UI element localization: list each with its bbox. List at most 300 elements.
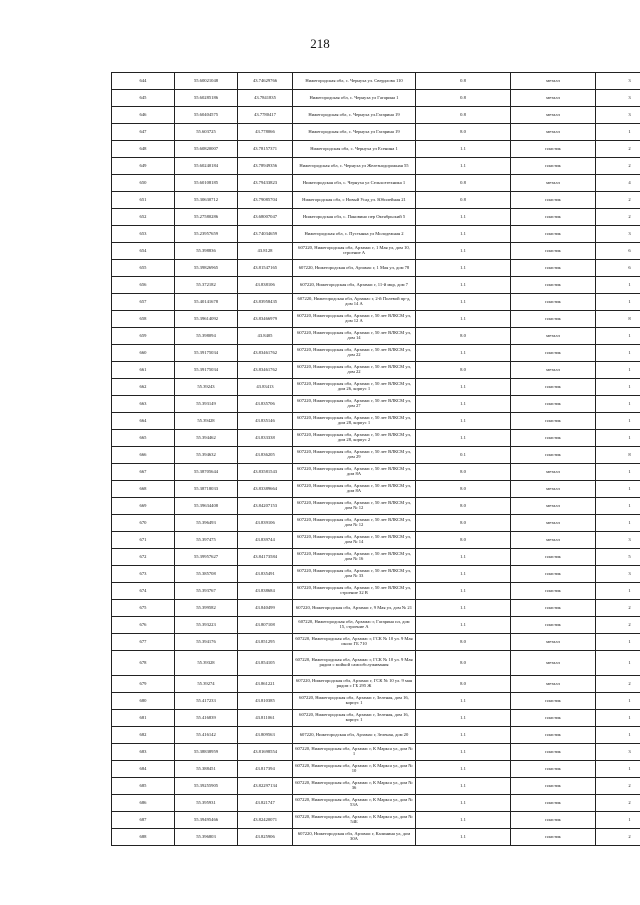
latitude-cell: 55.39428: [175, 413, 238, 430]
latitude-cell: 55.416839: [175, 710, 238, 727]
address-cell: 607220, Нижегородская обл, Арзамас г, 50 лет ВЛКСМ ул, дом 8А: [293, 464, 416, 481]
latitude-cell: 55.39614092: [175, 311, 238, 328]
count-cell: 1: [596, 761, 640, 778]
address-cell: 607220, Нижегородская обл, Арзамас г, К Маркса ул, дом № 10: [293, 761, 416, 778]
address-cell: 607220, Нижегородская обл, Арзамас г, 50 лет ВЛКСМ ул, дом № 14: [293, 532, 416, 549]
material-cell: пластик: [511, 379, 596, 396]
table-row: [112, 158, 640, 175]
volume-cell: 1.1: [416, 761, 511, 778]
volume-cell: 1.1: [416, 727, 511, 744]
volume-cell: 1.1: [416, 226, 511, 243]
table-row: [112, 430, 640, 447]
material-cell: металл: [511, 464, 596, 481]
volume-cell: 1.1: [416, 311, 511, 328]
material-cell: металл: [511, 328, 596, 345]
longitude-cell: 43.83461762: [238, 345, 293, 362]
address-cell: Нижегородская обл, с. Чернуха ул Есенина 1: [293, 141, 416, 158]
count-cell: 6: [596, 260, 640, 277]
longitude-cell: 43.83466979: [238, 311, 293, 328]
material-cell: пластик: [511, 430, 596, 447]
row-number: 650: [112, 175, 175, 192]
latitude-cell: 55.39328: [175, 651, 238, 676]
longitude-cell: 43.821747: [238, 795, 293, 812]
material-cell: пластик: [511, 141, 596, 158]
latitude-cell: 55.394462: [175, 430, 238, 447]
latitude-cell: 55.38838959: [175, 744, 238, 761]
material-cell: пластик: [511, 243, 596, 260]
count-cell: 1: [596, 396, 640, 413]
latitude-cell: 55.39274: [175, 676, 238, 693]
table-row: [112, 192, 640, 209]
material-cell: пластик: [511, 583, 596, 600]
address-cell: 607220, Нижегородская обл, Арзамас г, 50 лет ВЛКСМ ул, дом 22: [293, 345, 416, 362]
latitude-cell: 55.60285186: [175, 90, 238, 107]
longitude-cell: 43.74034659: [238, 226, 293, 243]
longitude-cell: 43.8405: [238, 328, 293, 345]
longitude-cell: 43.807108: [238, 617, 293, 634]
row-number: 652: [112, 209, 175, 226]
table-row: [112, 73, 640, 90]
table-row: [112, 710, 640, 727]
table-row: [112, 447, 640, 464]
row-number: 673: [112, 566, 175, 583]
table-row: [112, 761, 640, 778]
volume-cell: 1.1: [416, 778, 511, 795]
latitude-cell: 55.60240184: [175, 158, 238, 175]
latitude-cell: 55.396803: [175, 829, 238, 846]
row-number: 661: [112, 362, 175, 379]
material-cell: пластик: [511, 549, 596, 566]
volume-cell: 0.8: [416, 90, 511, 107]
latitude-cell: 55.39243: [175, 379, 238, 396]
latitude-cell: 55.39957627: [175, 549, 238, 566]
latitude-cell: 55.393223: [175, 617, 238, 634]
material-cell: пластик: [511, 812, 596, 829]
address-cell: 607220, Нижегородская обл, Арзамас г, 50 лет ВЛКСМ ул, дом № 33: [293, 566, 416, 583]
row-number: 646: [112, 107, 175, 124]
material-cell: металл: [511, 676, 596, 693]
table-row: [112, 345, 640, 362]
address-cell: 607220, Нижегородская обл, Арзамас г, 50 лет ВЛКСМ ул, дом 26, корпус 1: [293, 379, 416, 396]
latitude-cell: 55.385708: [175, 566, 238, 583]
material-cell: металл: [511, 498, 596, 515]
address-cell: Нижегородская обл, с. Чернуха ул. Свердлова 110: [293, 73, 416, 90]
longitude-cell: 43.854105: [238, 651, 293, 676]
address-cell: 607220, Нижегородская обл, Арзамас г, Зеленая, дом 16, корпус 1: [293, 693, 416, 710]
material-cell: пластик: [511, 447, 596, 464]
material-cell: пластик: [511, 277, 596, 294]
row-number: 660: [112, 345, 175, 362]
latitude-cell: 55.393767: [175, 583, 238, 600]
row-number: 666: [112, 447, 175, 464]
volume-cell: 8.0: [416, 481, 511, 498]
material-cell: пластик: [511, 413, 596, 430]
table-row: [112, 464, 640, 481]
longitude-cell: 43.7841835: [238, 90, 293, 107]
material-cell: металл: [511, 532, 596, 549]
material-cell: пластик: [511, 744, 596, 761]
longitude-cell: 43.835706: [238, 396, 293, 413]
address-cell: Нижегородская обл, с. Чернуха ул Сельхозтехника 1: [293, 175, 416, 192]
count-cell: 1: [596, 413, 640, 430]
latitude-cell: 55.399582: [175, 600, 238, 617]
count-cell: 2: [596, 617, 640, 634]
latitude-cell: 55.39175034: [175, 345, 238, 362]
volume-cell: 1.1: [416, 158, 511, 175]
row-number: 671: [112, 532, 175, 549]
table-row: [112, 209, 640, 226]
table-row: [112, 583, 640, 600]
count-cell: 3: [596, 566, 640, 583]
longitude-cell: 43.835146: [238, 413, 293, 430]
row-number: 649: [112, 158, 175, 175]
count-cell: 3: [596, 73, 640, 90]
table-row: [112, 549, 640, 566]
address-cell: Нижегородская обл, с. Пановино пер Октябрьский 5: [293, 209, 416, 226]
address-cell: 607220, Нижегородская обл, Арзамас г, К Маркса ул, дом № 53А: [293, 795, 416, 812]
volume-cell: 1.1: [416, 710, 511, 727]
longitude-cell: 43.7780417: [238, 107, 293, 124]
latitude-cell: 55.393149: [175, 396, 238, 413]
row-number: 676: [112, 617, 175, 634]
table-row: [112, 328, 640, 345]
row-number: 651: [112, 192, 175, 209]
longitude-cell: 43.83461762: [238, 362, 293, 379]
count-cell: 1: [596, 294, 640, 311]
address-cell: 607220, Нижегородская обл, Арзамас г, К Маркса ул, дом № 1: [293, 744, 416, 761]
material-cell: пластик: [511, 192, 596, 209]
latitude-cell: 55.416142: [175, 727, 238, 744]
table-row: [112, 243, 640, 260]
volume-cell: 1.1: [416, 583, 511, 600]
material-cell: металл: [511, 362, 596, 379]
count-cell: 1: [596, 651, 640, 676]
volume-cell: 8.0: [416, 532, 511, 549]
address-cell: 607220, Нижегородская обл, Арзамас г, 50 лет ВЛКСМ ул, дом 8А: [293, 481, 416, 498]
material-cell: пластик: [511, 693, 596, 710]
row-number: 655: [112, 260, 175, 277]
longitude-cell: 43.839744: [238, 532, 293, 549]
table-row: [112, 727, 640, 744]
row-number: 674: [112, 583, 175, 600]
address-cell: Нижегородская обл, с Новый Усад ул. Юбилейная 21: [293, 192, 416, 209]
table-row: [112, 413, 640, 430]
material-cell: пластик: [511, 396, 596, 413]
row-number: 680: [112, 693, 175, 710]
count-cell: 8: [596, 311, 640, 328]
row-number: 644: [112, 73, 175, 90]
volume-cell: 8.0: [416, 634, 511, 651]
table-row: [112, 379, 640, 396]
latitude-cell: 55.60021048: [175, 73, 238, 90]
address-cell: Нижегородская обл, с. Чернуха ул Железнодорожная 55: [293, 158, 416, 175]
address-cell: 607220, Нижегородская обл, Арзамас г, 50 лет ВЛКСМ ул, дом № 16: [293, 549, 416, 566]
volume-cell: 8.0: [416, 464, 511, 481]
row-number: 682: [112, 727, 175, 744]
row-number: 648: [112, 141, 175, 158]
address-cell: 607220, Нижегородская обл, Арзамас г, 50 лет ВЛКСМ ул, дом 29: [293, 447, 416, 464]
count-cell: 6: [596, 243, 640, 260]
longitude-cell: 43.8128: [238, 243, 293, 260]
volume-cell: 8.0: [416, 328, 511, 345]
latitude-cell: 55.39255905: [175, 778, 238, 795]
address-cell: Нижегородская обл, с. Чернуха ул Гагарина 1: [293, 90, 416, 107]
volume-cell: 0.1: [416, 447, 511, 464]
table-row: [112, 617, 640, 634]
longitude-cell: 43.68007047: [238, 209, 293, 226]
material-cell: пластик: [511, 345, 596, 362]
volume-cell: 1.1: [416, 294, 511, 311]
longitude-cell: 43.81698554: [238, 744, 293, 761]
table-row: [112, 311, 640, 328]
longitude-cell: 43.809563: [238, 727, 293, 744]
row-number: 687: [112, 812, 175, 829]
volume-cell: 1.1: [416, 549, 511, 566]
volume-cell: 8.0: [416, 515, 511, 532]
address-cell: 607220, Нижегородская обл, Арзамас г, К Маркса ул, дом № 36: [293, 778, 416, 795]
address-cell: 607220, Нижегородская обл, Арзамас г, 1 Мая ул, дом 78: [293, 260, 416, 277]
longitude-cell: 43.810385: [238, 693, 293, 710]
row-number: 685: [112, 778, 175, 795]
count-cell: 1: [596, 328, 640, 345]
row-number: 669: [112, 498, 175, 515]
volume-cell: 1.1: [416, 812, 511, 829]
container-sites-table: [111, 72, 640, 846]
volume-cell: 1.1: [416, 795, 511, 812]
longitude-cell: 43.817394: [238, 761, 293, 778]
longitude-cell: 43.838684: [238, 583, 293, 600]
longitude-cell: 43.811061: [238, 710, 293, 727]
count-cell: 1: [596, 379, 640, 396]
volume-cell: 0.8: [416, 73, 511, 90]
count-cell: 4: [596, 175, 640, 192]
address-cell: 607220, Нижегородская обл, Арзамас г, 1 Мая ул, дом 10, строение А: [293, 243, 416, 260]
material-cell: металл: [511, 175, 596, 192]
address-cell: 607220, Нижегородская обл, Арзамас г, 50 лет ВЛКСМ ул, строение 32 В: [293, 583, 416, 600]
count-cell: 3: [596, 107, 640, 124]
address-cell: 607220, Нижегородская обл, Арзамас г, 50 лет ВЛКСМ ул, дом 12 А: [293, 311, 416, 328]
row-number: 659: [112, 328, 175, 345]
longitude-cell: 43.78949356: [238, 158, 293, 175]
material-cell: металл: [511, 107, 596, 124]
table-row: [112, 744, 640, 761]
row-number: 678: [112, 651, 175, 676]
count-cell: 1: [596, 124, 640, 141]
volume-cell: 0.8: [416, 107, 511, 124]
table-row: [112, 277, 640, 294]
row-number: 675: [112, 600, 175, 617]
count-cell: 2: [596, 795, 640, 812]
volume-cell: 1.1: [416, 413, 511, 430]
table-row: [112, 294, 640, 311]
latitude-cell: 55.23957659: [175, 226, 238, 243]
address-cell: 607220, Нижегородская обл, Арзамас г, 50 лет ВЛКСМ ул, дом 22: [293, 362, 416, 379]
table-row: [112, 515, 640, 532]
count-cell: 2: [596, 141, 640, 158]
row-number: 668: [112, 481, 175, 498]
volume-cell: 1.1: [416, 617, 511, 634]
table-row: [112, 676, 640, 693]
latitude-cell: 55.398836: [175, 243, 238, 260]
material-cell: металл: [511, 90, 596, 107]
longitude-cell: 43.82297134: [238, 778, 293, 795]
count-cell: 1: [596, 583, 640, 600]
material-cell: пластик: [511, 209, 596, 226]
longitude-cell: 43.83581543: [238, 464, 293, 481]
row-number: 681: [112, 710, 175, 727]
table-row: [112, 107, 640, 124]
row-number: 686: [112, 795, 175, 812]
row-number: 683: [112, 744, 175, 761]
material-cell: пластик: [511, 294, 596, 311]
longitude-cell: 43.861221: [238, 676, 293, 693]
row-number: 657: [112, 294, 175, 311]
material-cell: пластик: [511, 566, 596, 583]
address-cell: 607220, Нижегородская обл, Арзамас г, 9 Мая ул, дом № 21: [293, 600, 416, 617]
address-cell: Нижегородская обл, с. Чернуха ул.Гагарина 19: [293, 107, 416, 124]
volume-cell: 1.1: [416, 566, 511, 583]
longitude-cell: 43.778066: [238, 124, 293, 141]
longitude-cell: 43.83413: [238, 379, 293, 396]
count-cell: 8: [596, 447, 640, 464]
latitude-cell: 55.372182: [175, 277, 238, 294]
table-row: [112, 260, 640, 277]
material-cell: металл: [511, 124, 596, 141]
volume-cell: 1.1: [416, 345, 511, 362]
table-row: [112, 90, 640, 107]
table-row: [112, 634, 640, 651]
material-cell: пластик: [511, 727, 596, 744]
latitude-cell: 55.38705644: [175, 464, 238, 481]
material-cell: пластик: [511, 158, 596, 175]
count-cell: 2: [596, 676, 640, 693]
table-row: [112, 396, 640, 413]
address-cell: 607220, Нижегородская обл, Арзамас г, 2-й Полевой пр-д, дом 14 А: [293, 294, 416, 311]
count-cell: 1: [596, 481, 640, 498]
volume-cell: 1.1: [416, 209, 511, 226]
row-number: 665: [112, 430, 175, 447]
table-row: [112, 124, 640, 141]
row-number: 662: [112, 379, 175, 396]
longitude-cell: 43.79085704: [238, 192, 293, 209]
volume-cell: 1.1: [416, 277, 511, 294]
address-cell: 607220, Нижегородская обл, Арзамас г, 50 лет ВЛКСМ ул, дом 28, корпус 1: [293, 413, 416, 430]
volume-cell: 0.8: [416, 175, 511, 192]
count-cell: 1: [596, 277, 640, 294]
table-row: [112, 651, 640, 676]
latitude-cell: 55.40141678: [175, 294, 238, 311]
address-cell: 607220, Нижегородская обл, Арзамас г, Гагарина пл, дом 15, строение А: [293, 617, 416, 634]
longitude-cell: 43.825906: [238, 829, 293, 846]
longitude-cell: 43.84173584: [238, 549, 293, 566]
table-row: [112, 481, 640, 498]
longitude-cell: 43.840499: [238, 600, 293, 617]
count-cell: 1: [596, 515, 640, 532]
latitude-cell: 55.603725: [175, 124, 238, 141]
volume-cell: 1.1: [416, 600, 511, 617]
row-number: 684: [112, 761, 175, 778]
table-row: [112, 812, 640, 829]
count-cell: 5: [596, 549, 640, 566]
row-number: 658: [112, 311, 175, 328]
latitude-cell: 55.39175034: [175, 362, 238, 379]
latitude-cell: 55.39634408: [175, 498, 238, 515]
page-number: 218: [310, 36, 330, 51]
longitude-cell: 43.82420071: [238, 812, 293, 829]
table-row: [112, 532, 640, 549]
address-cell: 607220, Нижегородская обл, Арзамас г, 50 лет ВЛКСМ ул, дом 27: [293, 396, 416, 413]
volume-cell: 1.1: [416, 243, 511, 260]
row-number: 677: [112, 634, 175, 651]
address-cell: 607220, Нижегородская обл, Арзамас г, ГСК № 10 ул. 9 Мая около ГБ 710: [293, 634, 416, 651]
volume-cell: 1.1: [416, 141, 511, 158]
row-number: 663: [112, 396, 175, 413]
material-cell: пластик: [511, 260, 596, 277]
longitude-cell: 43.81547165: [238, 260, 293, 277]
material-cell: пластик: [511, 710, 596, 727]
count-cell: 1: [596, 634, 640, 651]
table-row: [112, 600, 640, 617]
count-cell: 3: [596, 532, 640, 549]
count-cell: 3: [596, 744, 640, 761]
latitude-cell: 55.27580286: [175, 209, 238, 226]
material-cell: металл: [511, 634, 596, 651]
latitude-cell: 55.417233: [175, 693, 238, 710]
table-row: [112, 795, 640, 812]
latitude-cell: 55.388451: [175, 761, 238, 778]
table-row: [112, 829, 640, 846]
volume-cell: 8.0: [416, 124, 511, 141]
material-cell: пластик: [511, 617, 596, 634]
row-number: 664: [112, 413, 175, 430]
row-number: 654: [112, 243, 175, 260]
material-cell: пластик: [511, 600, 596, 617]
row-number: 672: [112, 549, 175, 566]
address-cell: 607220, Нижегородская обл, Арзамас г, 50 лет ВЛКСМ ул, дом № 12: [293, 498, 416, 515]
count-cell: 1: [596, 430, 640, 447]
count-cell: 3: [596, 90, 640, 107]
row-number: 653: [112, 226, 175, 243]
volume-cell: 1.1: [416, 693, 511, 710]
volume-cell: 8.0: [416, 498, 511, 515]
material-cell: металл: [511, 73, 596, 90]
address-cell: Нижегородская обл, с. Пустынка ул Молодежная 2: [293, 226, 416, 243]
address-cell: 607220, Нижегородская обл, Арзамас г, Зеленая, дом 16, корпус 1: [293, 710, 416, 727]
count-cell: 1: [596, 498, 640, 515]
volume-cell: 1.1: [416, 829, 511, 846]
row-number: 679: [112, 676, 175, 693]
latitude-cell: 55.398094: [175, 328, 238, 345]
row-number: 670: [112, 515, 175, 532]
volume-cell: 1.1: [416, 379, 511, 396]
latitude-cell: 55.60820007: [175, 141, 238, 158]
row-number: 667: [112, 464, 175, 481]
longitude-cell: 43.84207153: [238, 498, 293, 515]
count-cell: 1: [596, 464, 640, 481]
row-number: 688: [112, 829, 175, 846]
longitude-cell: 43.839106: [238, 515, 293, 532]
longitude-cell: 43.851295: [238, 634, 293, 651]
material-cell: пластик: [511, 311, 596, 328]
address-cell: 607220, Нижегородская обл, Арзамас г, К Маркса ул, дом № 54Б: [293, 812, 416, 829]
latitude-cell: 55.395931: [175, 795, 238, 812]
volume-cell: 1.1: [416, 396, 511, 413]
volume-cell: 8.0: [416, 676, 511, 693]
table-row: [112, 566, 640, 583]
table-row: [112, 778, 640, 795]
table-row: [112, 498, 640, 515]
count-cell: 2: [596, 209, 640, 226]
